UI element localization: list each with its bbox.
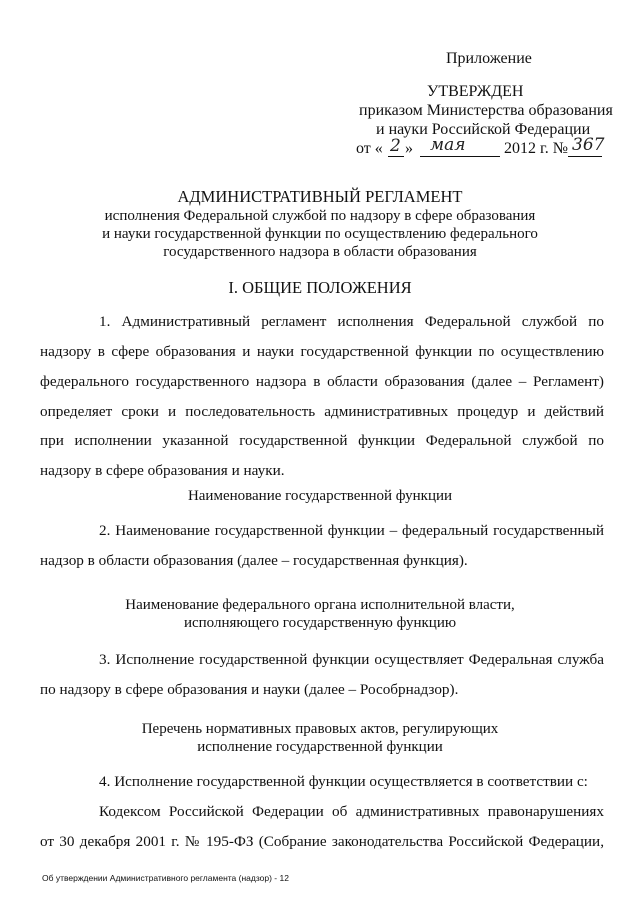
paragraph-1-cont [40,337,604,486]
approved-label: УТВЕРЖДЕН [427,83,524,100]
para1-line5: при исполнении указанной государственной функции Федеральной службой по [40,432,604,450]
order-number: 367 [572,135,605,155]
paragraph-4-cont [40,827,604,857]
approval-order-line1: приказом Министерства образования [359,102,613,119]
approval-order-line2: и науки Российской Федерации [376,121,591,138]
paragraph-2 [99,516,604,546]
subheading-acts-line2: исполнение государственной функции [197,739,443,755]
para1-line1: 1. Административный регламент исполнения Федеральной службой по [99,313,604,330]
appendix-label: Приложение [446,50,532,67]
date-month: мая [430,135,466,155]
number-underline [568,156,602,157]
month-underline [420,156,500,157]
document-title: АДМИНИСТРАТИВНЫЙ РЕГЛАМЕНТ [177,187,463,206]
date-prefix: от « [356,140,383,157]
title-sub-line2: и науки государственной функции по осуществлению федерального [102,226,538,242]
paragraph-2-cont [40,546,604,576]
subheading-organ-line1: Наименование федерального органа исполнительной власти, [125,597,515,613]
date-year: 2012 г. № [504,140,569,157]
date-mid: » [405,140,413,157]
para2-line1: 2. Наименование государственной функции – федеральный государственный [99,522,604,539]
subheading-organ-line2: исполняющего государственную функцию [183,615,457,631]
paragraph-3 [99,645,604,675]
section-heading: I. ОБЩИЕ ПОЛОЖЕНИЯ [228,278,412,297]
title-sub-line1: исполнения Федеральной службой по надзору в сфере образования [104,208,536,224]
date-day: 2 [390,136,401,156]
paragraph-3-cont [40,675,604,705]
paragraph-4 [99,767,604,827]
title-sub-line3: государственного надзора в области образования [163,244,477,260]
para1-line6: надзору в сфере образования и науки. [40,462,285,480]
para1-line2: надзору в сфере образования и науки государственной функции по осуществлению [40,343,604,360]
para1-line3: федерального государственного надзора в области образования (далее – Регламент) [40,372,604,390]
paragraph-1 [99,307,604,337]
para4-line3: от 30 декабря 2001 г. № 195-ФЗ (Собрание законодательства Российской Федерации, [40,833,604,850]
subheading-function-name: Наименование государственной функции [187,488,453,504]
para3-line2: по надзору в сфере образования и науки (далее – Рособрнадзор). [40,681,459,698]
para4-line2: Кодексом Российской Федерации об административных правонарушениях [99,802,604,820]
para3-line1: 3. Исполнение государственной функции осуществляет Федеральная служба [99,651,604,668]
para1-line4: определяет сроки и последовательность административных процедур и действий [40,402,604,420]
page-footer: Об утверждении Административного регламента (надзор) - 12 [42,873,289,883]
para2-line2: надзор в области образования (далее – государственная функция). [40,552,468,569]
day-underline [388,156,404,157]
para4-line1: 4. Исполнение государственной функции осуществляется в соответствии с: [99,773,588,790]
subheading-acts-line1: Перечень нормативных правовых актов, регулирующих [141,721,499,737]
